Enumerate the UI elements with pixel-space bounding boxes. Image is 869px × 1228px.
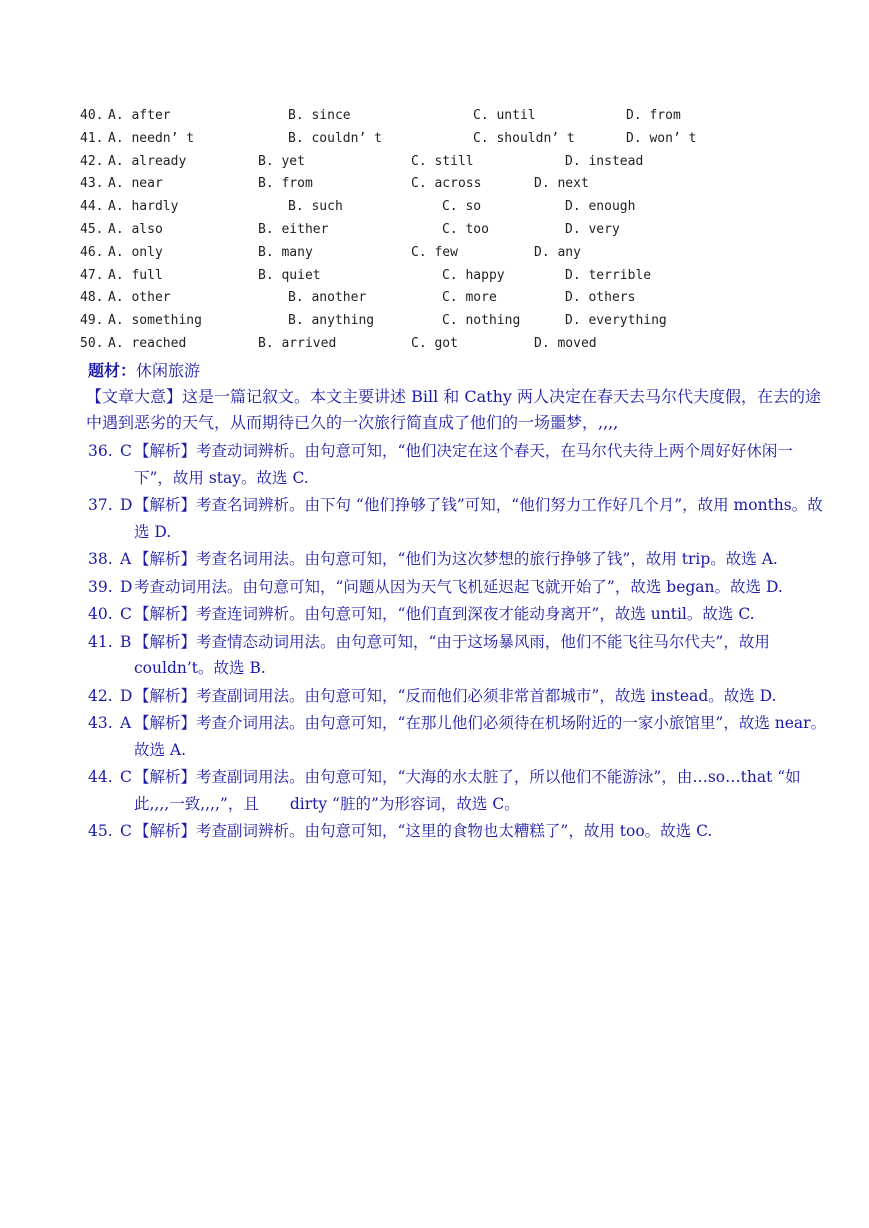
option-b: B. couldn’ t xyxy=(288,130,382,146)
analysis-item xyxy=(88,546,828,573)
item-answer: D xyxy=(120,577,133,596)
item-number: 44. xyxy=(88,768,113,786)
item-answer: D xyxy=(120,496,133,514)
option-row xyxy=(80,266,820,289)
option-list xyxy=(80,106,820,357)
option-a: A. reached xyxy=(108,335,187,351)
item-number: 41. xyxy=(88,632,113,651)
option-d: D. very xyxy=(565,221,620,237)
option-d: D. next xyxy=(534,176,589,192)
option-a: A. near xyxy=(108,176,163,192)
analysis-item xyxy=(88,710,828,763)
option-b: B. arrived xyxy=(258,335,337,351)
question-number: 42. xyxy=(80,153,104,169)
option-b: B. such xyxy=(288,199,343,215)
item-explanation: 【解析】考查动词辨析。由句意可知，“他们决定在这个春天，在马尔代夫待上两个周好好休闲一下”，故用 stay。故选 C. xyxy=(134,442,793,487)
option-c: C. too xyxy=(442,221,489,237)
item-number: 37. xyxy=(88,496,113,514)
option-row xyxy=(80,288,820,311)
item-answer: C xyxy=(120,822,132,840)
item-answer: A xyxy=(120,714,132,732)
option-b: B. another xyxy=(288,290,367,306)
option-b: B. anything xyxy=(288,313,375,329)
item-explanation: 考查动词用法。由句意可知，“问题从因为天气飞机延迟起飞就开始了”，故选 began。故选 D. xyxy=(134,577,783,596)
option-c: C. still xyxy=(411,153,474,169)
option-d: D. from xyxy=(626,108,681,123)
option-c: C. so xyxy=(442,199,482,215)
option-c: C. got xyxy=(411,335,458,351)
option-c: C. nothing xyxy=(442,313,521,329)
item-number: 36. xyxy=(88,442,113,460)
topic-label: 题材： xyxy=(88,361,137,380)
option-a: A. something xyxy=(108,313,202,329)
analysis-item xyxy=(88,438,828,491)
question-number: 44. xyxy=(80,199,104,215)
option-b: B. many xyxy=(258,244,313,260)
question-number: 49. xyxy=(80,313,104,329)
option-c: C. few xyxy=(411,244,458,260)
item-explanation: 【解析】考查名词用法。由句意可知，“他们为这次梦想的旅行挣够了钱”，故用 trip。故选 A. xyxy=(134,550,778,568)
item-explanation: 【解析】考查副词辨析。由句意可知，“这里的食物也太糟糕了”，故用 too。故选 C. xyxy=(134,822,713,840)
option-a: A. full xyxy=(108,267,163,283)
item-number: 38. xyxy=(88,550,113,568)
option-c: C. happy xyxy=(442,267,505,283)
option-a: A. after xyxy=(108,108,171,123)
option-row xyxy=(80,243,820,266)
option-a: A. also xyxy=(108,221,163,237)
option-a: A. other xyxy=(108,290,171,306)
item-explanation: 【解析】考查副词用法。由句意可知，“反而他们必须非常首都城市”，故选 instead。故选 D. xyxy=(134,686,777,705)
item-number: 45. xyxy=(88,822,113,840)
item-explanation: 【解析】考查介词用法。由句意可知，“在那儿他们必须待在机场附近的一家小旅馆里”，故选 near。故选 A. xyxy=(134,714,827,759)
analysis-list xyxy=(88,438,828,845)
item-explanation: 【解析】考查名词辨析。由下句 “他们挣够了钱”可知，“他们努力工作好几个月”，故用 months。故选 D. xyxy=(134,496,823,541)
option-b: B. yet xyxy=(258,153,305,169)
topic-value: 休闲旅游 xyxy=(136,361,201,380)
question-number: 50. xyxy=(80,335,104,351)
option-d: D. any xyxy=(534,244,581,260)
option-d: D. everything xyxy=(565,313,667,329)
option-a: A. already xyxy=(108,153,187,169)
option-row xyxy=(80,174,820,197)
question-number: 43. xyxy=(80,176,104,192)
item-answer: C xyxy=(120,442,132,460)
item-explanation: 【解析】考查情态动词用法。由句意可知，“由于这场暴风雨，他们不能飞往马尔代夫”，故用 couldn’t。故选 B. xyxy=(134,632,770,677)
analysis-item xyxy=(88,764,828,817)
option-d: D. instead xyxy=(565,153,644,169)
analysis-item xyxy=(88,629,828,682)
option-b: B. since xyxy=(288,108,351,123)
option-row xyxy=(80,129,820,152)
item-answer: C xyxy=(120,768,132,786)
item-answer: B xyxy=(120,632,132,651)
option-row xyxy=(80,152,820,175)
option-d: D. others xyxy=(565,290,636,306)
option-row xyxy=(80,334,820,357)
item-number: 40. xyxy=(88,605,113,623)
option-d: D. moved xyxy=(534,335,597,351)
option-d: D. terrible xyxy=(565,267,652,283)
analysis-item xyxy=(88,492,828,545)
option-b: B. either xyxy=(258,221,329,237)
item-answer: C xyxy=(120,605,132,623)
article-summary: 【文章大意】这是一篇记叙文。本文主要讲述 Bill 和 Cathy 两人决定在春天去马尔代夫度假，在去的途中遇到恶劣的天气，从而期待已久的一次旅行简直成了他们的一场噩梦，,,,, xyxy=(86,387,822,432)
item-answer: A xyxy=(120,550,132,568)
question-number: 41. xyxy=(80,130,104,146)
item-answer: D xyxy=(120,686,133,705)
item-explanation: 【解析】考查副词用法。由句意可知，“大海的水太脏了，所以他们不能游泳”，由…so…that “如此,,,,一致,,,,”，且 dirty “脏的”为形容词，故选 C。 xyxy=(134,768,801,813)
option-c: C. across xyxy=(411,176,482,192)
option-d: D. won’ t xyxy=(626,130,697,146)
question-number: 40. xyxy=(80,108,104,123)
option-c: C. until xyxy=(473,108,536,123)
item-number: 39. xyxy=(88,577,113,596)
question-number: 46. xyxy=(80,244,104,260)
analysis-item xyxy=(88,818,828,845)
item-number: 43. xyxy=(88,714,113,732)
option-c: C. more xyxy=(442,290,497,306)
option-a: A. only xyxy=(108,244,163,260)
option-a: A. needn’ t xyxy=(108,130,195,146)
option-row xyxy=(80,220,820,243)
option-d: D. enough xyxy=(565,199,636,215)
question-number: 47. xyxy=(80,267,104,283)
option-c: C. shouldn’ t xyxy=(473,130,575,146)
item-explanation: 【解析】考查连词辨析。由句意可知，“他们直到深夜才能动身离开”，故选 until。故选 C. xyxy=(134,605,755,623)
analysis-item xyxy=(88,574,828,601)
analysis-item xyxy=(88,683,828,710)
item-number: 42. xyxy=(88,686,113,705)
analysis-section xyxy=(88,358,828,846)
question-number: 45. xyxy=(80,221,104,237)
question-number: 48. xyxy=(80,290,104,306)
option-row xyxy=(80,197,820,220)
topic-line xyxy=(88,358,828,384)
option-row xyxy=(80,106,820,129)
option-b: B. from xyxy=(258,176,313,192)
option-row xyxy=(80,311,820,334)
analysis-item xyxy=(88,601,828,628)
option-a: A. hardly xyxy=(108,199,179,215)
option-b: B. quiet xyxy=(258,267,321,283)
